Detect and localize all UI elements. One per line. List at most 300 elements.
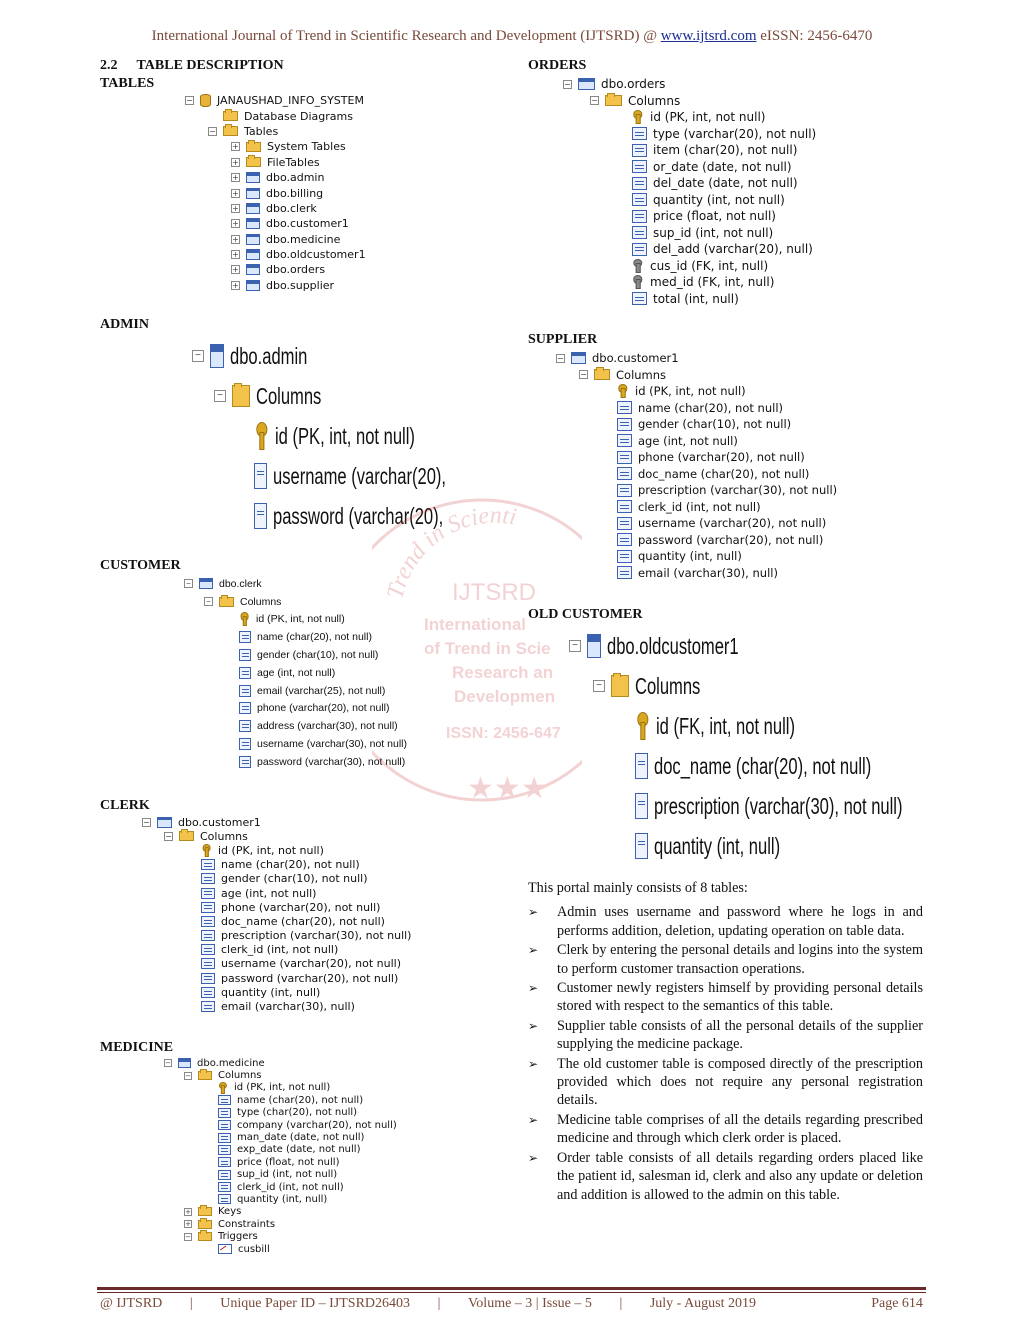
medicine-tree-figure: [164, 1057, 397, 1255]
tree-node[interactable]: [164, 1131, 397, 1143]
tree-node[interactable]: [569, 786, 999, 826]
tree-node[interactable]: [556, 532, 837, 549]
tree-node[interactable]: [569, 626, 999, 666]
tree-node-label: med_id (FK, int, null): [650, 275, 775, 290]
tree-node-label: dbo.medicine: [266, 232, 341, 246]
tree-node-label: dbo.orders: [266, 263, 326, 277]
tree-node[interactable]: [563, 241, 816, 258]
tree-node[interactable]: [563, 76, 816, 93]
expand-toggle-icon[interactable]: +: [232, 142, 239, 152]
expand-toggle-icon[interactable]: +: [232, 280, 239, 290]
tree-node-label: total (int, null): [653, 291, 739, 306]
tree-node[interactable]: [563, 225, 816, 242]
column-icon: [632, 127, 647, 140]
column-icon: [239, 720, 251, 732]
tree-node-label: age (int, not null): [638, 433, 738, 448]
collapse-toggle-icon[interactable]: −: [593, 680, 605, 692]
collapse-toggle-icon[interactable]: −: [192, 350, 204, 362]
tree-node-label: sup_id (int, not null): [237, 1169, 338, 1181]
tree-node-label: Columns: [635, 672, 701, 699]
tree-node[interactable]: [142, 872, 411, 886]
tree-node[interactable]: [563, 175, 816, 192]
tree-node[interactable]: [556, 367, 837, 384]
tree-node[interactable]: [563, 291, 816, 308]
tree-node-label: phone (varchar(20), not null): [638, 450, 805, 465]
tree-node[interactable]: [192, 336, 513, 376]
tree-node[interactable]: [164, 1144, 397, 1156]
tree-node-label: System Tables: [267, 140, 346, 154]
tree-node[interactable]: [142, 886, 411, 900]
tree-node[interactable]: [184, 628, 407, 646]
primary-key-icon: [632, 110, 644, 124]
section-title: TABLE DESCRIPTION: [136, 58, 284, 73]
tree-node[interactable]: [185, 216, 366, 231]
bullet-arrow-icon: ➢: [528, 943, 539, 958]
column-icon: [254, 503, 267, 529]
tree-node[interactable]: [556, 466, 837, 483]
tree-node[interactable]: [142, 985, 411, 999]
primary-key-icon: [201, 844, 212, 857]
tree-node[interactable]: [164, 1119, 397, 1131]
tree-node-label: type (varchar(20), not null): [653, 126, 817, 141]
expand-toggle-icon[interactable]: +: [232, 265, 239, 275]
tree-node-label: id (PK, int, not null): [635, 384, 746, 399]
tree-node-label: password (varchar(20),: [273, 502, 444, 529]
expand-toggle-icon[interactable]: +: [232, 157, 239, 167]
collapse-toggle-icon[interactable]: −: [204, 597, 213, 606]
footer-volume: Volume – 3 | Issue – 5: [468, 1296, 592, 1311]
list-item: [528, 1017, 923, 1054]
tree-node[interactable]: [556, 383, 837, 400]
tree-node-label: exp_date (date, not null): [237, 1144, 361, 1156]
tree-node[interactable]: [142, 999, 411, 1013]
footer-page-number: Page 614: [871, 1296, 923, 1311]
column-icon: [617, 467, 632, 480]
tree-node-label: quantity (int, null): [638, 549, 742, 564]
column-icon: [201, 958, 215, 969]
tree-node[interactable]: [164, 1156, 397, 1168]
heading-medicine: MEDICINE: [100, 1040, 174, 1055]
collapse-toggle-icon[interactable]: −: [557, 353, 564, 363]
tree-node-label: Triggers: [218, 1231, 258, 1243]
expand-toggle-icon[interactable]: +: [232, 219, 239, 229]
tree-node[interactable]: [556, 416, 837, 433]
tree-node[interactable]: [556, 433, 837, 450]
tree-node-label: password (varchar(20), not null): [221, 971, 399, 985]
tree-node[interactable]: [142, 900, 411, 914]
tree-node-label: gender (char(10), not null): [257, 649, 379, 662]
footer-rule-thin: [97, 1292, 926, 1293]
tree-node-label: gender (char(10), not null): [638, 417, 792, 432]
column-icon: [201, 987, 215, 998]
table-summary: [528, 879, 923, 1205]
table-icon: [178, 1058, 191, 1068]
collapse-toggle-icon[interactable]: −: [580, 370, 587, 380]
tree-node[interactable]: [184, 664, 407, 682]
tree-node[interactable]: [563, 274, 816, 291]
tree-node-label: doc_name (char(20), not null): [638, 466, 810, 481]
tree-node-label: Constraints: [218, 1218, 276, 1230]
tree-node[interactable]: [184, 717, 407, 735]
collapse-toggle-icon[interactable]: −: [569, 640, 581, 652]
tree-node[interactable]: [563, 208, 816, 225]
collapse-toggle-icon[interactable]: −: [209, 126, 216, 136]
tree-node-label: clerk_id (int, not null): [237, 1181, 344, 1193]
tree-node[interactable]: [164, 1218, 397, 1230]
column-icon: [201, 916, 215, 927]
folder-icon: [179, 831, 194, 841]
tree-node[interactable]: [164, 1082, 397, 1094]
tree-node[interactable]: [142, 914, 411, 928]
column-icon: [617, 517, 632, 530]
tree-node-label: name (char(20), not null): [638, 400, 784, 415]
column-icon: [201, 1001, 215, 1012]
page-footer: [100, 1296, 923, 1312]
tree-node-label: clerk_id (int, not null): [638, 499, 761, 514]
tree-node[interactable]: [142, 858, 411, 872]
tree-node[interactable]: [142, 957, 411, 971]
expand-toggle-icon[interactable]: +: [232, 173, 239, 183]
table-icon: [246, 264, 260, 275]
collapse-toggle-icon[interactable]: −: [214, 390, 226, 402]
tree-node[interactable]: [185, 108, 366, 123]
column-icon: [617, 533, 632, 546]
bullet-arrow-icon: ➢: [528, 1056, 539, 1071]
heading-old-customer: OLD CUSTOMER: [528, 607, 643, 622]
tree-node[interactable]: [142, 971, 411, 985]
orders-tree-figure: [563, 76, 816, 307]
tree-node-label: dbo.customer1: [592, 351, 679, 366]
tree-node[interactable]: [164, 1169, 397, 1181]
column-icon: [635, 833, 648, 859]
tree-node[interactable]: [569, 666, 999, 706]
database-icon: [200, 94, 211, 107]
heading-tables: TABLES: [100, 76, 155, 91]
tree-node[interactable]: [164, 1107, 397, 1119]
tree-node[interactable]: [563, 126, 816, 143]
tree-node[interactable]: [556, 515, 837, 532]
tree-node[interactable]: [563, 192, 816, 209]
tree-node[interactable]: [556, 449, 837, 466]
expand-toggle-icon[interactable]: +: [232, 234, 239, 244]
column-icon: [632, 160, 647, 173]
column-icon: [218, 1145, 231, 1155]
tree-node[interactable]: [563, 142, 816, 159]
column-icon: [218, 1108, 231, 1118]
watermark-arc-text: Trend in Scienti: [382, 502, 519, 602]
tree-node[interactable]: [556, 499, 837, 516]
folder-icon: [198, 1207, 212, 1216]
folder-icon: [611, 675, 629, 697]
folder-icon: [232, 385, 250, 407]
column-icon: [218, 1170, 231, 1180]
table-icon: [246, 280, 260, 291]
collapse-toggle-icon[interactable]: −: [165, 1059, 171, 1068]
collapse-toggle-icon[interactable]: −: [184, 579, 193, 588]
column-icon: [239, 738, 251, 750]
column-icon: [201, 902, 215, 913]
tree-node[interactable]: [142, 843, 411, 857]
collapse-toggle-icon[interactable]: −: [165, 831, 172, 841]
column-icon: [632, 243, 647, 256]
tree-node-label: phone (varchar(20), not null): [257, 702, 390, 715]
trigger-icon: [218, 1244, 232, 1254]
tree-node-label: Tables: [244, 124, 279, 138]
tree-node[interactable]: [556, 400, 837, 417]
column-icon: [239, 631, 251, 643]
tree-node[interactable]: [556, 548, 837, 565]
table-icon: [246, 249, 260, 260]
expand-toggle-icon[interactable]: +: [232, 203, 239, 213]
footer-publisher: @ IJTSRD: [100, 1296, 163, 1311]
foreign-key-icon: [632, 275, 644, 289]
tree-node[interactable]: [184, 735, 407, 753]
list-item-text: Clerk by entering the personal details and logins into the system to perform customer transaction operations.: [557, 942, 923, 977]
footer-spacer: [784, 1296, 844, 1312]
watermark-line-1: IJTSRD: [452, 579, 536, 606]
tree-node[interactable]: [569, 746, 999, 786]
tree-node[interactable]: [563, 258, 816, 275]
summary-intro: This portal mainly consists of 8 tables:: [528, 880, 748, 896]
column-icon: [632, 292, 647, 305]
list-item: [528, 1055, 923, 1110]
tree-node-label: dbo.customer1: [178, 815, 261, 829]
tree-node[interactable]: [185, 278, 366, 293]
table-icon: [246, 188, 260, 199]
tree-node[interactable]: [142, 815, 411, 829]
tree-node[interactable]: [164, 1243, 397, 1255]
tree-node-label: quantity (int, null): [237, 1193, 328, 1205]
primary-key-icon: [635, 712, 650, 740]
list-item-text: Medicine table comprises of all the details regarding prescribed medicine and through which clerk order is placed.: [557, 1111, 923, 1147]
primary-key-icon: [617, 384, 629, 398]
watermark-line-3: of Trend in Scie: [424, 639, 551, 658]
tree-node-label: dbo.medicine: [197, 1057, 265, 1069]
column-icon: [632, 177, 647, 190]
tree-node-label: Columns: [218, 1070, 262, 1082]
list-item-text: Admin uses username and password where he logs in and performs addition, deletion, updating operation on table data.: [557, 904, 923, 939]
tree-node[interactable]: [164, 1230, 397, 1242]
column-icon: [201, 930, 215, 941]
journal-issn: eISSN: 2456-6470: [756, 28, 873, 44]
tree-node-label: cusbill: [238, 1243, 270, 1255]
column-icon: [632, 226, 647, 239]
expand-toggle-icon[interactable]: +: [185, 1207, 191, 1216]
watermark-line-5: Developmen: [454, 687, 556, 706]
bullet-arrow-icon: ➢: [528, 1018, 539, 1033]
tree-node[interactable]: [185, 124, 366, 139]
tree-node-label: company (varchar(20), not null): [237, 1119, 397, 1131]
tree-node[interactable]: [164, 1057, 397, 1069]
tree-node-label: clerk_id (int, not null): [221, 943, 339, 957]
bullet-arrow-icon: ➢: [528, 981, 539, 996]
tree-node[interactable]: [185, 232, 366, 247]
tree-node-label: Keys: [218, 1206, 242, 1218]
tree-node[interactable]: [184, 611, 407, 629]
tables-tree-figure: [185, 93, 366, 293]
tree-node[interactable]: [184, 646, 407, 664]
tree-node[interactable]: [556, 565, 837, 582]
column-icon: [239, 756, 251, 768]
footer-separator: |: [619, 1296, 623, 1311]
clerk-tree-figure: [142, 815, 411, 1014]
collapse-toggle-icon[interactable]: −: [185, 1071, 191, 1080]
tree-node[interactable]: [569, 826, 999, 866]
column-icon: [617, 434, 632, 447]
table-icon: [246, 172, 260, 183]
watermark-line-4: Research an: [452, 663, 554, 682]
primary-key-icon: [254, 422, 269, 450]
column-icon: [218, 1095, 231, 1105]
tree-node[interactable]: [563, 109, 816, 126]
tree-node-label: sup_id (int, not null): [653, 225, 774, 240]
bullet-arrow-icon: ➢: [528, 1150, 539, 1165]
tree-node-label: doc_name (char(20), not null): [654, 752, 872, 779]
tree-node-label: del_date (date, not null): [653, 176, 798, 191]
tree-node-label: age (int, not null): [257, 666, 336, 679]
footer-paper-id: Unique Paper ID – IJTSRD26403: [220, 1296, 411, 1311]
tree-node[interactable]: [185, 139, 366, 154]
tree-node[interactable]: [164, 1069, 397, 1081]
tree-node-label: id (PK, int, not null): [234, 1082, 331, 1094]
tree-node[interactable]: [184, 593, 407, 611]
list-item: [528, 1149, 923, 1204]
tree-node[interactable]: [185, 247, 366, 262]
summary-list: [528, 903, 923, 1204]
collapse-toggle-icon[interactable]: −: [564, 79, 571, 89]
table-icon: [571, 352, 586, 364]
tree-node-label: prescription (varchar(30), not null): [221, 929, 412, 943]
tree-node[interactable]: [142, 929, 411, 943]
column-icon: [201, 944, 215, 955]
tree-node[interactable]: [556, 350, 837, 367]
tree-node-label: cus_id (FK, int, null): [650, 258, 769, 273]
tree-node-label: id (PK, int, not null): [218, 843, 324, 857]
tree-node[interactable]: [192, 416, 513, 456]
tree-node-label: name (char(20), not null): [237, 1094, 364, 1106]
tree-node[interactable]: [142, 829, 411, 843]
list-item-text: The old customer table is composed directly of the prescription provided which does not require any personal registration details.: [557, 1055, 923, 1109]
table-icon: [246, 234, 260, 245]
collapse-toggle-icon[interactable]: −: [185, 1232, 191, 1241]
tree-node[interactable]: [192, 496, 513, 536]
tree-node[interactable]: [185, 201, 366, 216]
tree-node[interactable]: [185, 93, 366, 108]
column-icon: [617, 418, 632, 431]
tree-node[interactable]: [185, 155, 366, 170]
tree-node-label: or_date (date, not null): [653, 159, 792, 174]
list-item: [528, 1111, 923, 1148]
collapse-toggle-icon[interactable]: −: [186, 96, 193, 106]
folder-icon: [219, 597, 234, 607]
tree-node-label: gender (char(10), not null): [221, 872, 368, 886]
column-icon: [617, 451, 632, 464]
tree-node[interactable]: [164, 1094, 397, 1106]
watermark-stars: ★★★: [467, 771, 548, 806]
tree-node[interactable]: [164, 1206, 397, 1218]
expand-toggle-icon[interactable]: +: [232, 188, 239, 198]
tree-node[interactable]: [184, 682, 407, 700]
tree-node-label: type (char(20), not null): [237, 1107, 358, 1119]
tree-node[interactable]: [184, 753, 407, 771]
tree-node[interactable]: [185, 262, 366, 277]
tree-node-label: email (varchar(25), not null): [257, 684, 386, 697]
tree-node-label: Columns: [628, 93, 681, 108]
column-icon: [201, 888, 215, 899]
tree-node-label: address (varchar(30), not null): [257, 720, 398, 733]
tree-node[interactable]: [563, 93, 816, 110]
column-icon: [239, 685, 251, 697]
tree-node-label: man_date (date, not null): [237, 1132, 365, 1144]
tree-node[interactable]: [185, 170, 366, 185]
column-icon: [201, 859, 215, 870]
tree-node[interactable]: [192, 456, 513, 496]
tree-node[interactable]: [142, 943, 411, 957]
tree-node[interactable]: [164, 1193, 397, 1205]
column-icon: [254, 463, 267, 489]
footer-separator: |: [437, 1296, 441, 1311]
tree-node-label: del_add (varchar(20), null): [653, 242, 813, 257]
tree-node[interactable]: [569, 706, 999, 746]
table-icon: [578, 78, 595, 90]
table-icon: [199, 578, 213, 589]
collapse-toggle-icon[interactable]: −: [591, 96, 598, 106]
tree-node[interactable]: [164, 1181, 397, 1193]
folder-icon: [223, 111, 238, 121]
folder-icon: [246, 142, 261, 152]
tree-node-label: Columns: [200, 829, 248, 843]
tree-node[interactable]: [184, 700, 407, 718]
folder-icon: [605, 95, 622, 106]
collapse-toggle-icon[interactable]: −: [143, 817, 150, 827]
tree-node[interactable]: [184, 575, 407, 593]
column-icon: [239, 649, 251, 661]
customer-tree-figure: [184, 575, 407, 771]
footer-date: July - August 2019: [649, 1296, 757, 1311]
primary-key-icon: [239, 612, 250, 626]
column-icon: [635, 793, 648, 819]
folder-icon: [198, 1232, 212, 1241]
tree-node-label: dbo.customer1: [266, 217, 349, 231]
column-icon: [632, 193, 647, 206]
table-icon: [157, 817, 172, 828]
watermark-line-2: International: [424, 615, 527, 634]
tree-node-label: username (varchar(20),: [273, 462, 447, 489]
tree-node-label: dbo.admin: [230, 342, 308, 369]
list-item: [528, 979, 923, 1016]
expand-toggle-icon[interactable]: +: [232, 250, 239, 260]
bullet-arrow-icon: ➢: [528, 905, 539, 920]
tree-node-label: username (varchar(20), not null): [638, 516, 827, 531]
tree-node[interactable]: [563, 159, 816, 176]
tree-node-label: Columns: [256, 382, 322, 409]
tree-node-label: email (varchar(30), null): [221, 1000, 355, 1014]
tree-node[interactable]: [556, 482, 837, 499]
list-item: [528, 941, 923, 978]
tree-node-label: prescription (varchar(30), not null): [638, 483, 838, 498]
column-icon: [617, 550, 632, 563]
expand-toggle-icon[interactable]: +: [185, 1220, 191, 1229]
tree-node-label: Columns: [240, 595, 282, 608]
heading-customer: CUSTOMER: [100, 558, 181, 573]
journal-link[interactable]: www.ijtsrd.com: [660, 28, 757, 44]
column-icon: [218, 1194, 231, 1204]
table-icon: [587, 634, 601, 658]
tree-node-label: JANAUSHAD_INFO_SYSTEM: [217, 94, 364, 108]
tree-node[interactable]: [185, 185, 366, 200]
column-icon: [239, 702, 251, 714]
tree-node[interactable]: [192, 376, 513, 416]
